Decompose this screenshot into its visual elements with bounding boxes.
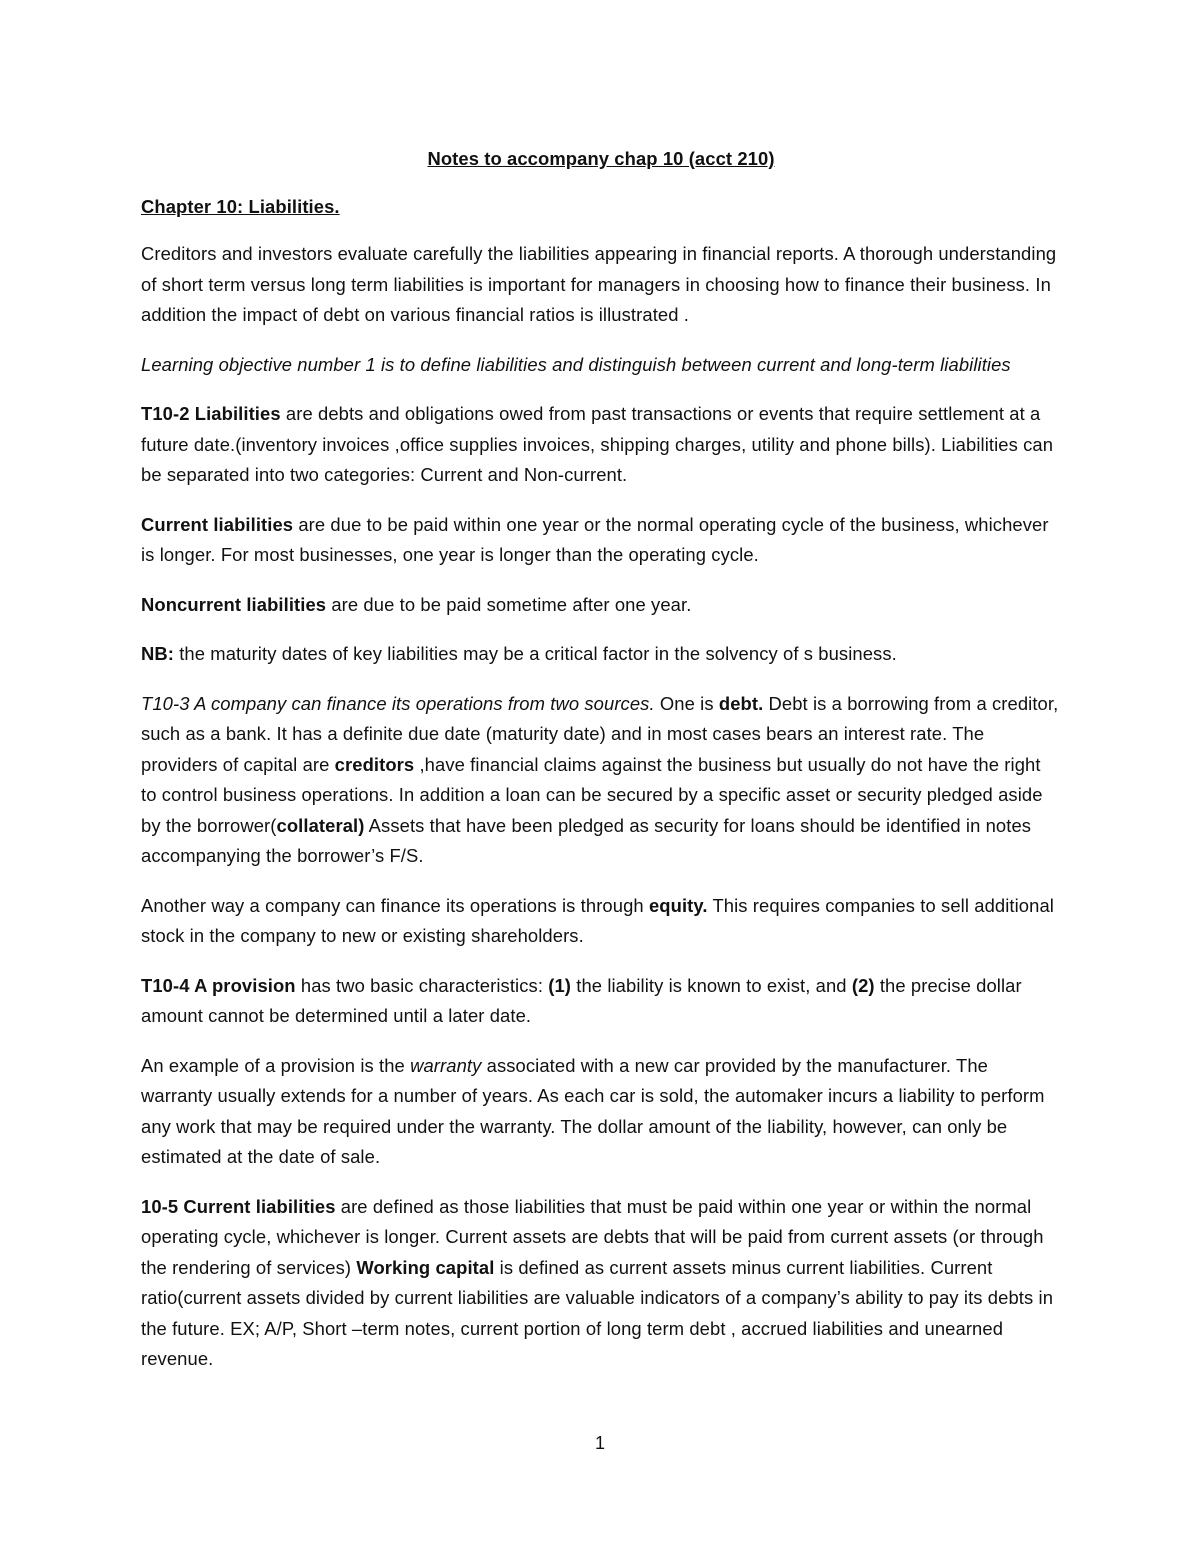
t10-3-text-2: Debt is a borrowing from a creditor, such as a bank. It has a definite due date (maturity date) and in most cases bears an interest rate. The providers of capital are — [141, 692, 1059, 775]
t10-3-lead: T10-3 A company can finance its operations from two sources. — [141, 692, 655, 714]
term-noncurrent-liabilities: Noncurrent liabilities — [141, 593, 327, 615]
term-creditors: creditors — [334, 753, 415, 775]
paragraph-current-liabilities — [141, 510, 1061, 571]
paragraph-equity — [141, 891, 1061, 952]
t10-3-text-3: ,have financial claims against the business but usually do not have the right to control business operations. In addition a loan can be secured by a specific asset or security pledged aside by the borrower( — [141, 753, 1043, 836]
noncurrent-text: are due to be paid sometime after one year. — [326, 593, 692, 615]
paragraph-t10-4 — [141, 971, 1061, 1032]
term-current-liabilities-10-5: 10-5 Current liabilities — [141, 1195, 336, 1217]
paragraph-nb — [141, 639, 1061, 670]
current-text: are due to be paid within one year or the normal operating cycle of the business, whichever is longer. For most businesses, one year is longer than the operating cycle. — [141, 513, 1049, 565]
document-title: Notes to accompany chap 10 (acct 210) — [427, 148, 775, 169]
term-equity: equity. — [648, 894, 708, 916]
term-liabilities: T10-2 Liabilities — [141, 403, 281, 424]
term-provision: T10-4 A provision — [141, 974, 296, 996]
t10-4-text-3: the precise dollar amount cannot be determined until a later date. — [141, 974, 1022, 1026]
t10-5-text-2: is defined as current assets minus current liabilities. Current ratio(current assets divided by current liabilities are valuable indicators of a company’s ability to pay its debts in the future. EX; A/P, Short –term notes, current portion of long term debt , accrued liabilities and unearned revenue. — [141, 1256, 1054, 1369]
page-number: 1 — [594, 1433, 605, 1453]
warranty-text-1: An example of a provision is the — [141, 1054, 411, 1076]
t10-5-text-1: are defined as those liabilities that must be paid within one year or within the normal operating cycle, whichever is longer. Current assets are debts that will be paid from current assets (or through the rendering of services) — [141, 1195, 1044, 1278]
t10-3-text-1: One is — [654, 692, 719, 714]
characteristic-1-number: (1) — [548, 974, 572, 996]
document-body — [141, 144, 1061, 1394]
characteristic-2-number: (2) — [851, 974, 875, 996]
t10-4-text-1: has two basic characteristics: — [295, 974, 549, 996]
paragraph-10-5 — [141, 1192, 1061, 1375]
intro-paragraph: Creditors and investors evaluate carefully the liabilities appearing in financial reports. A thorough understanding of short term versus long term liabilities is important for managers in choosing how to finance their business. In addition the impact of debt on various financial ratios is illustrated . — [141, 243, 1057, 325]
equity-text-2: This requires companies to sell additional stock in the company to new or existing shareholders. — [141, 894, 1054, 946]
warranty-text-2: associated with a new car provided by the manufacturer. The warranty usually extends for a number of years. As each car is sold, the automaker incurs a liability to perform any work that may be required under the warranty. The dollar amount of the liability, however, can only be estimated at the date of sale. — [141, 1054, 1045, 1167]
term-collateral: collateral) — [276, 814, 365, 836]
term-warranty: warranty — [410, 1054, 482, 1076]
t10-4-text-2: the liability is known to exist, and — [571, 974, 852, 996]
paragraph-t10-3 — [141, 689, 1061, 872]
learning-objective: Learning objective number 1 is to define liabilities and distinguish between current and long-term liabilities — [141, 353, 1011, 375]
paragraph-t10-2 — [141, 399, 1061, 491]
term-debt: debt. — [718, 692, 764, 714]
nb-text: the maturity dates of key liabilities may be a critical factor in the solvency of s business. — [174, 643, 897, 664]
term-current-liabilities: Current liabilities — [141, 513, 294, 535]
chapter-heading: Chapter 10: Liabilities. — [141, 195, 340, 217]
t10-3-text-4: Assets that have been pledged as security for loans should be identified in notes accompanying the borrower’s F/S. — [141, 814, 1032, 866]
equity-text-1: Another way a company can finance its operations is through — [141, 894, 649, 916]
term-working-capital: Working capital — [356, 1256, 495, 1278]
paragraph-noncurrent-liabilities — [141, 590, 1061, 621]
nb-label: NB: — [141, 643, 174, 664]
paragraph-warranty — [141, 1051, 1061, 1173]
t10-2-text: are debts and obligations owed from past transactions or events that require settlement at a future date.(inventory invoices ,office supplies invoices, shipping charges, utility and phone bills). Liabilities can be separated into two categories: Current and Non-current. — [141, 403, 1054, 485]
